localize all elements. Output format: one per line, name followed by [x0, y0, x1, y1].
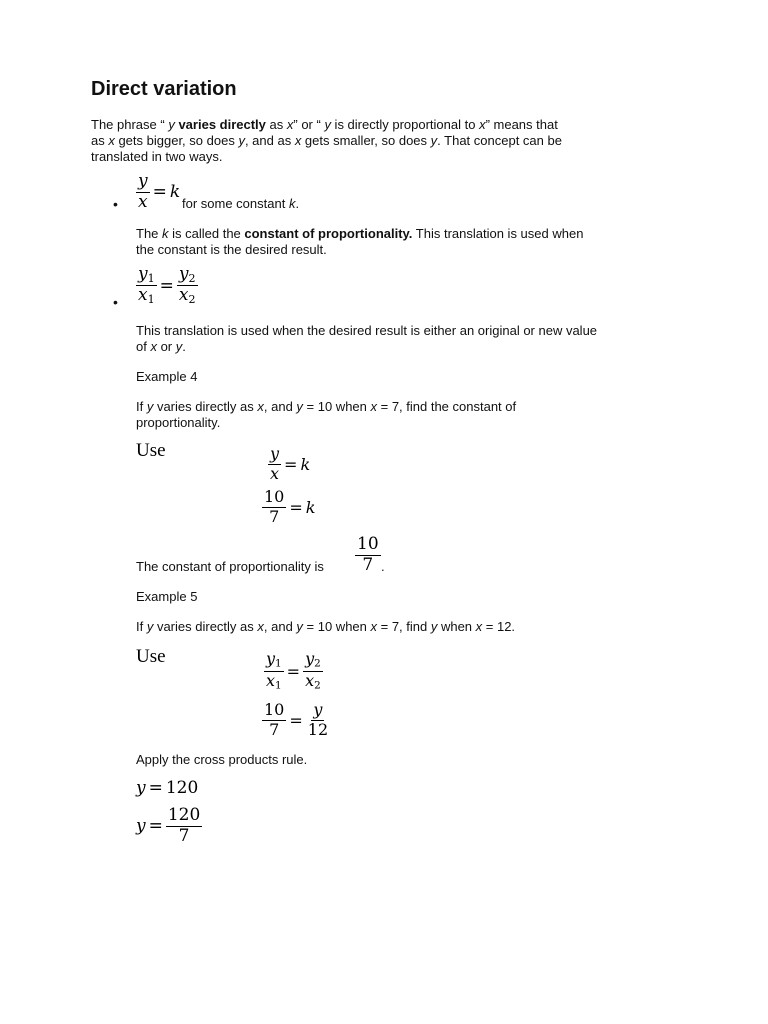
- subscript: 1: [275, 657, 282, 670]
- text: = 10 when: [302, 619, 371, 634]
- text: , and: [263, 399, 297, 414]
- numerator: y: [270, 444, 280, 463]
- intro-paragraph: [91, 117, 562, 165]
- subscript: 2: [188, 293, 196, 307]
- var-y: y: [138, 264, 148, 284]
- denominator: 7: [178, 825, 190, 846]
- text: = 7, find the constant of: [377, 399, 517, 414]
- var-y: y: [136, 816, 146, 837]
- text: If: [136, 399, 147, 414]
- fraction: [177, 266, 198, 306]
- equals-sign: =: [159, 275, 174, 296]
- example-5-heading: Example 5: [136, 589, 198, 604]
- text: is called the: [168, 226, 245, 241]
- numerator: [303, 651, 323, 672]
- var-y: y: [146, 619, 154, 634]
- formula-y-over-x-equals-k: [268, 446, 310, 483]
- var-y: y: [238, 133, 245, 148]
- bullet-dot: •: [113, 294, 118, 310]
- subscript: 2: [188, 271, 196, 285]
- text: The phrase “: [91, 117, 169, 132]
- text: ” or “: [293, 117, 325, 132]
- result-period: .: [381, 559, 385, 574]
- var-x: x: [138, 285, 148, 306]
- formula-ratio-equality: [264, 651, 323, 691]
- text: when: [437, 619, 476, 634]
- var-x: x: [286, 117, 294, 132]
- text: = 10 when: [302, 399, 371, 414]
- text: This translation is used when: [412, 226, 584, 241]
- text: gets bigger, so does: [114, 133, 239, 148]
- text: varies directly as: [153, 399, 258, 414]
- text: is directly proportional to: [330, 117, 480, 132]
- denominator: x: [270, 463, 280, 483]
- denominator: 7: [362, 554, 374, 575]
- text: as: [91, 133, 109, 148]
- subscript: 2: [314, 679, 321, 692]
- var-y: y: [136, 778, 146, 798]
- fraction: [166, 807, 202, 846]
- text: varies directly as: [153, 619, 258, 634]
- formula-10-over-7-equals-y-over-12: [262, 702, 330, 739]
- var-x: x: [370, 619, 377, 634]
- formula-y-equals-120: [136, 778, 198, 798]
- intro-line-2: [91, 133, 562, 149]
- numerator: [136, 266, 157, 286]
- denominator: 7: [269, 719, 280, 739]
- var-y: y: [305, 649, 315, 668]
- denominator: [136, 286, 157, 305]
- text: gets smaller, so does: [301, 133, 431, 148]
- numerator: 10: [264, 700, 285, 719]
- use-label: Use: [136, 646, 166, 667]
- numerator: 120: [167, 805, 201, 825]
- text: The: [136, 226, 163, 241]
- equals-sign: =: [148, 816, 163, 837]
- equals-sign: =: [284, 454, 298, 474]
- text: ” means that: [485, 117, 558, 132]
- text: proportionality.: [136, 415, 221, 430]
- var-x: x: [266, 670, 276, 690]
- denominator: [303, 672, 323, 692]
- denominator: 7: [269, 506, 280, 526]
- var-y: y: [146, 399, 154, 414]
- constant-k: k: [169, 182, 181, 203]
- formula-ratio-equality: [136, 266, 198, 306]
- equals-sign: =: [289, 497, 303, 517]
- var-y: y: [266, 649, 276, 668]
- result-fraction: [355, 536, 381, 575]
- bold-phrase: constant of proportionality.: [244, 226, 413, 241]
- var-x: x: [475, 619, 483, 634]
- equals-sign: =: [152, 182, 167, 203]
- fraction: [136, 266, 157, 306]
- fraction: [264, 651, 284, 691]
- bullet1-caption: [182, 196, 299, 212]
- denominator: [264, 672, 284, 692]
- constant-paragraph: [136, 226, 583, 258]
- var-x: x: [370, 399, 377, 414]
- var-y: y: [430, 619, 438, 634]
- denominator: [177, 286, 198, 305]
- text: .: [295, 196, 300, 211]
- equals-sign: =: [148, 778, 163, 798]
- text: = 7, find: [377, 619, 431, 634]
- equals-sign: =: [286, 661, 301, 681]
- numerator: 10: [264, 487, 285, 506]
- var-x: x: [305, 670, 315, 690]
- var-y: y: [324, 117, 331, 132]
- text: .: [182, 339, 186, 354]
- numerator: y: [313, 700, 323, 719]
- var-y: y: [296, 399, 303, 414]
- value: 120: [165, 778, 199, 798]
- example-5-question: [136, 619, 515, 635]
- text: = 12.: [482, 619, 516, 634]
- var-x: x: [150, 339, 157, 354]
- equals-sign: =: [289, 710, 303, 730]
- text: , and as: [244, 133, 295, 148]
- text: or: [156, 339, 176, 354]
- var-y: y: [430, 133, 438, 148]
- formula-y-over-x-equals-k: [136, 173, 180, 212]
- constant-k: k: [305, 497, 316, 517]
- var-y: y: [168, 117, 175, 132]
- fraction: [355, 536, 381, 575]
- subscript: 1: [275, 679, 282, 692]
- example-4-result: The constant of proportionality is: [136, 559, 328, 574]
- text: If: [136, 619, 147, 634]
- var-x: x: [108, 133, 115, 148]
- text: as: [265, 117, 287, 132]
- var-y: y: [175, 339, 183, 354]
- fraction: [262, 702, 286, 739]
- text: for some constant: [182, 196, 289, 211]
- fraction: [262, 489, 286, 526]
- text: , and: [263, 619, 297, 634]
- denominator: 12: [307, 719, 329, 739]
- text: This translation is used when the desired result is either an original or new value: [136, 323, 598, 338]
- numerator: 10: [357, 534, 379, 554]
- cross-products-text: Apply the cross products rule.: [136, 752, 308, 767]
- example-4-heading: Example 4: [136, 369, 198, 384]
- fraction: [136, 173, 150, 212]
- formula-10-over-7-equals-k: [262, 489, 315, 526]
- var-y: y: [296, 619, 303, 634]
- numerator: [264, 651, 284, 672]
- subscript: 1: [147, 271, 155, 285]
- use-label: Use: [136, 440, 166, 461]
- text: . That concept can be: [437, 133, 562, 148]
- subscript: 2: [314, 657, 321, 670]
- intro-line-1: [91, 117, 562, 133]
- numerator: y: [138, 171, 148, 191]
- fraction: [268, 446, 281, 483]
- numerator: [177, 266, 198, 286]
- bullet-dot: •: [113, 196, 118, 212]
- subscript: 1: [147, 293, 155, 307]
- constant-k: k: [300, 454, 311, 474]
- translation-paragraph: [136, 323, 597, 355]
- fraction: [303, 651, 323, 691]
- var-x: x: [257, 399, 264, 414]
- var-k: k: [162, 226, 169, 241]
- page-title: Direct variation: [91, 78, 237, 100]
- denominator: x: [138, 191, 148, 212]
- var-x: x: [257, 619, 264, 634]
- var-y: y: [178, 264, 189, 284]
- formula-y-equals-120-over-7: [136, 807, 202, 846]
- fraction: [306, 702, 330, 739]
- example-4-question: [136, 399, 516, 431]
- var-x: x: [294, 133, 302, 148]
- var-x: x: [178, 285, 189, 306]
- intro-line-3: translated in two ways.: [91, 149, 223, 164]
- var-k: k: [288, 196, 296, 211]
- text: the constant is the desired result.: [136, 242, 327, 257]
- bold-phrase: varies directly: [178, 117, 266, 132]
- var-x: x: [479, 117, 486, 132]
- text: of: [136, 339, 151, 354]
